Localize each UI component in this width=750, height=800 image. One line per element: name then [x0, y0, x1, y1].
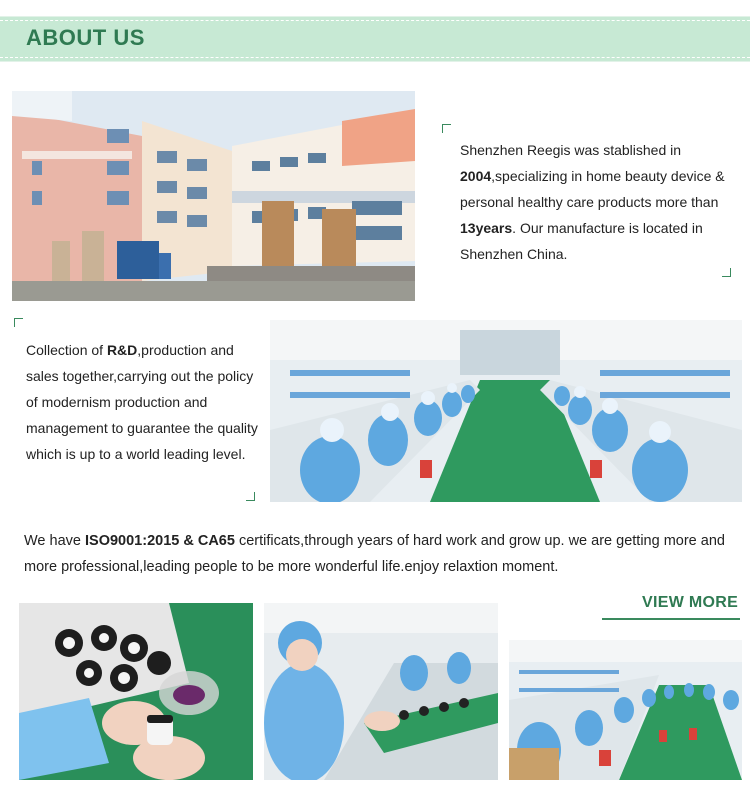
- intro-corner-top-left: [442, 124, 451, 133]
- rd-corner-top-left: [14, 318, 23, 327]
- rd-paragraph: Collection of R&D,production and sales together,carrying out the policy of modernism production and management to guarantee the quality which is up to a world leading level.: [26, 342, 258, 462]
- intro-paragraph: Shenzhen Reegis was stablished in 2004,specializing in home beauty device & personal healthy care products more than 13years. Our manufacture is located in Shenzhen China.: [460, 142, 725, 262]
- years-count: 13years: [460, 220, 513, 236]
- assembly-line-photo: [264, 603, 498, 780]
- view-more-link[interactable]: VIEW MORE: [642, 594, 739, 611]
- intro-corner-bottom-right: [722, 268, 731, 277]
- page-title: ABOUT US: [26, 25, 145, 50]
- rd-highlight: R&D: [106, 342, 138, 358]
- certificates-highlight: ISO9001:2015 & CA65: [85, 533, 235, 549]
- factory-building-photo: [12, 91, 415, 301]
- product-caps-photo: [19, 603, 253, 780]
- view-more-underline: [602, 618, 740, 620]
- founding-year: 2004: [460, 168, 492, 184]
- section-header: [0, 16, 750, 62]
- rd-corner-bottom-right: [246, 492, 255, 501]
- certificates-paragraph: We have ISO9001:2015 & CA65 certificats,through years of hard work and grow up. we are getting more and more professional,leading people to be more wonderful life.enjoy relaxtion moment.: [24, 533, 725, 575]
- production-workshop-photo: [270, 320, 742, 502]
- workshop-overview-photo: [509, 640, 742, 780]
